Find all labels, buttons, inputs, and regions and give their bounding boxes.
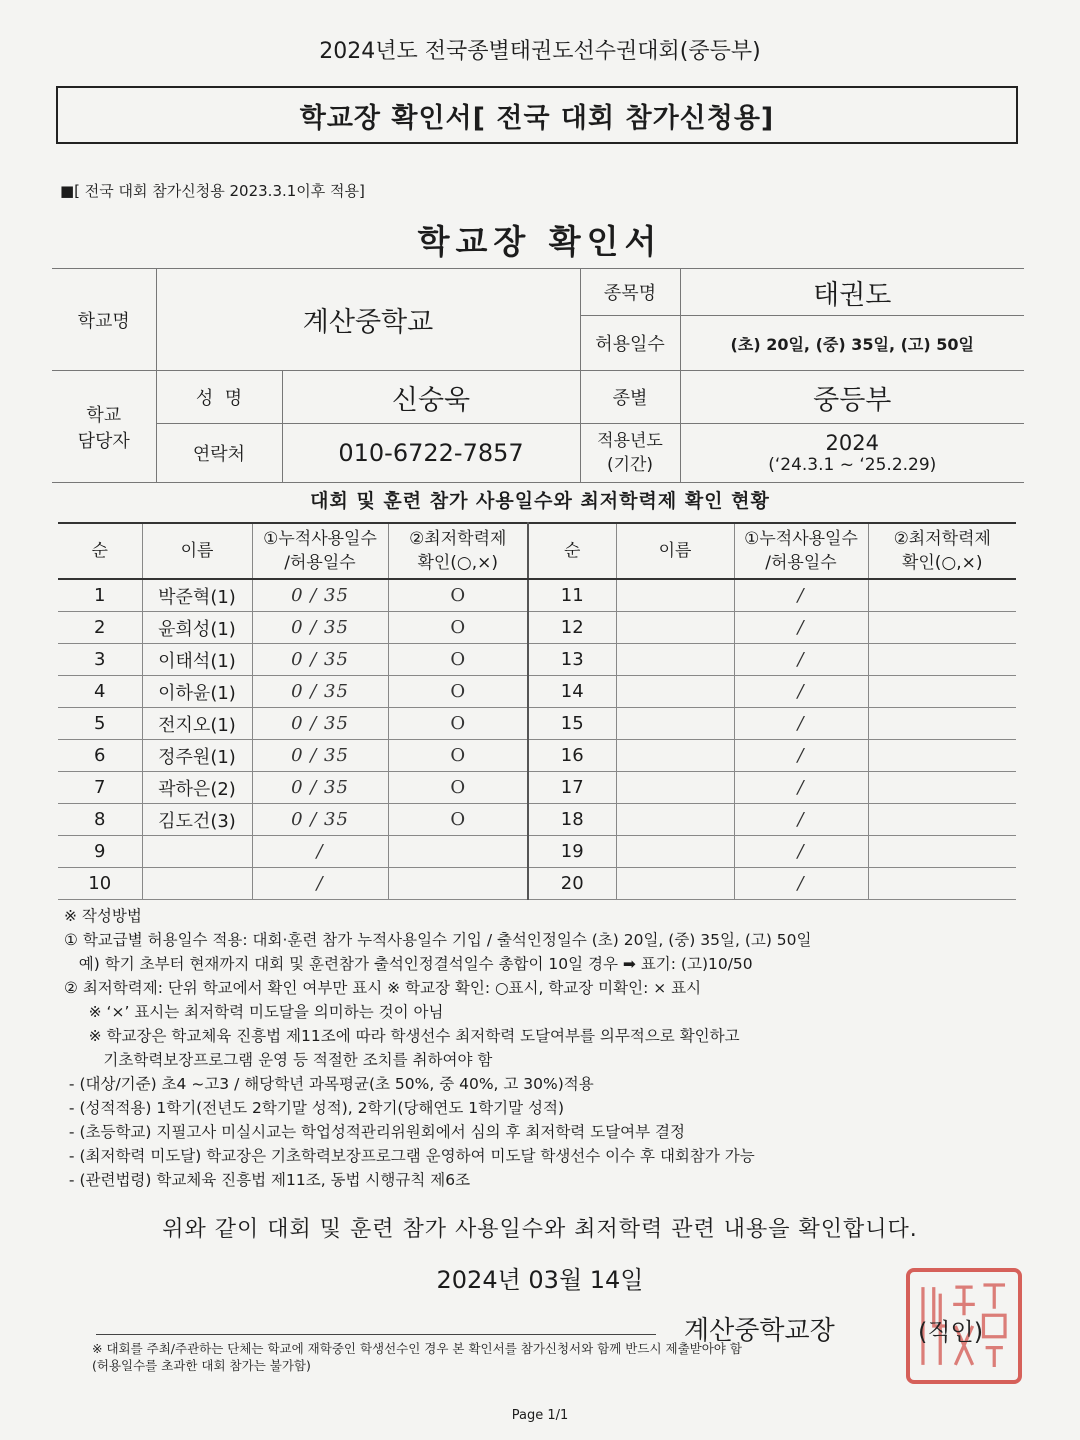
- row-no: 5: [58, 708, 142, 740]
- row-check-right: [868, 708, 1016, 740]
- row-days-right: /: [734, 644, 868, 676]
- school-name-value: 계산중학교: [156, 269, 580, 371]
- school-name-label: 학교명: [52, 269, 156, 371]
- header-no-right: 순: [528, 523, 616, 579]
- row-days-right: /: [734, 804, 868, 836]
- row-check: O: [388, 804, 528, 836]
- row-check: O: [388, 708, 528, 740]
- table-row: [58, 836, 1016, 868]
- year-label-line1: 적용년도: [597, 431, 663, 451]
- footnote-divider: [96, 1334, 656, 1335]
- row-days: /: [252, 868, 388, 900]
- row-no-right: 16: [528, 740, 616, 772]
- header-check-right-line2: 확인(○,×): [901, 553, 983, 573]
- footnote-line2: (허용일수를 초과한 대회 참가는 불가함): [92, 1358, 311, 1373]
- row-name-right: [616, 676, 734, 708]
- row-name-right: [616, 836, 734, 868]
- apply-note: ■[ 전국 대회 참가신청용 2023.3.1이후 적용]: [60, 182, 365, 200]
- row-no: 8: [58, 804, 142, 836]
- row-name-right: [616, 644, 734, 676]
- row-no-right: 20: [528, 868, 616, 900]
- contact-label: 연락처: [156, 424, 282, 483]
- header-check-line2: 확인(○,×): [417, 553, 499, 573]
- table-row: [58, 740, 1016, 772]
- manager-label-line1: 학교: [86, 404, 122, 426]
- sport-value: 태권도: [680, 269, 1024, 316]
- row-name: [142, 868, 252, 900]
- period-value: (‘24.3.1 ~ ‘25.2.29): [768, 455, 937, 475]
- row-days-right: /: [734, 612, 868, 644]
- row-no-right: 14: [528, 676, 616, 708]
- notes-line: ② 최저학력제: 단위 학교에서 확인 여부만 표시 ※ 학교장 확인: ○표시, 학교장 미확인: × 표시: [64, 979, 702, 997]
- notes-line: ※ ‘×’ 표시는 최저학력 미도달을 의미하는 것이 아님: [64, 1003, 444, 1021]
- row-check-right: [868, 772, 1016, 804]
- notes-line: ① 학교급별 허용일수 적용: 대회·훈련 참가 누적사용일수 기입 / 출석인정일수 (초) 20일, (중) 35일, (고) 50일: [64, 931, 812, 949]
- row-name-right: [616, 772, 734, 804]
- row-no: 3: [58, 644, 142, 676]
- row-name: 김도건(3): [142, 804, 252, 836]
- year-cell: [680, 424, 1024, 483]
- row-check: O: [388, 740, 528, 772]
- table-row: [58, 804, 1016, 836]
- row-check: [388, 868, 528, 900]
- header-days-line2: /허용일수: [284, 553, 356, 573]
- writing-instructions: [64, 904, 1024, 1192]
- row-check: O: [388, 644, 528, 676]
- row-days-right: /: [734, 676, 868, 708]
- header-days-right-line1: ①누적사용일수: [744, 529, 858, 549]
- row-no: 2: [58, 612, 142, 644]
- event-title: 2024년도 전국종별태권도선수권대회(중등부): [319, 39, 761, 64]
- header-days-line1: ①누적사용일수: [263, 529, 377, 549]
- table-row: [58, 612, 1016, 644]
- principal-title: 계산중학교장: [684, 1316, 835, 1346]
- contact-value: 010-6722-7857: [282, 424, 580, 483]
- header-check-right-line1: ②최저학력제: [893, 529, 991, 549]
- name-label: 성 명: [156, 371, 282, 424]
- header-name-right: 이름: [616, 523, 734, 579]
- row-no-right: 18: [528, 804, 616, 836]
- row-days: 0 / 35: [252, 676, 388, 708]
- section-title: 대회 및 훈련 참가 사용일수와 최저학력제 확인 현황: [310, 490, 770, 512]
- sport-label: 종목명: [580, 269, 680, 316]
- header-no: 순: [58, 523, 142, 579]
- document-title: 학교장 확인서: [417, 222, 663, 261]
- row-days-right: /: [734, 772, 868, 804]
- row-days-right: /: [734, 740, 868, 772]
- row-name-right: [616, 579, 734, 612]
- row-days: 0 / 35: [252, 772, 388, 804]
- header-check-right: [868, 523, 1016, 579]
- athlete-table: [58, 522, 1016, 900]
- row-name: 윤희성(1): [142, 612, 252, 644]
- row-days-right: /: [734, 868, 868, 900]
- row-no-right: 17: [528, 772, 616, 804]
- row-days: 0 / 35: [252, 708, 388, 740]
- row-check-right: [868, 676, 1016, 708]
- athlete-rows: [58, 579, 1016, 900]
- row-days: 0 / 35: [252, 740, 388, 772]
- row-no: 6: [58, 740, 142, 772]
- notes-line: - (초등학교) 지필고사 미실시교는 학업성적관리위원회에서 심의 후 최저학력 도달여부 결정: [64, 1123, 685, 1141]
- footnote: [92, 1340, 1022, 1374]
- row-check-right: [868, 836, 1016, 868]
- row-no-right: 11: [528, 579, 616, 612]
- notes-line: 예) 학기 초부터 현재까지 대회 및 훈련참가 출석인정결석일수 총합이 10일 경우 ➡ 표기: (고)10/50: [64, 955, 753, 973]
- year-value: 2024: [825, 431, 879, 455]
- row-check-right: [868, 579, 1016, 612]
- allowed-days-value: (초) 20일, (중) 35일, (고) 50일: [680, 316, 1024, 371]
- row-name-right: [616, 740, 734, 772]
- table-row: [58, 579, 1016, 612]
- row-name-right: [616, 708, 734, 740]
- row-name: 전지오(1): [142, 708, 252, 740]
- boxed-document-title: 학교장 확인서[ 전국 대회 참가신청용]: [56, 86, 1018, 144]
- year-label: [580, 424, 680, 483]
- division-value: 중등부: [680, 371, 1024, 424]
- row-name: 이하윤(1): [142, 676, 252, 708]
- notes-line: 기초학력보장프로그램 운영 등 적절한 조치를 취하여야 함: [64, 1051, 493, 1069]
- header-check: [388, 523, 528, 579]
- notes-line: - (최저학력 미도달) 학교장은 기초학력보장프로그램 운영하여 미도달 학생선수 이수 후 대회참가 가능: [64, 1147, 755, 1165]
- row-name-right: [616, 612, 734, 644]
- row-days: 0 / 35: [252, 579, 388, 612]
- manager-label: [52, 371, 156, 483]
- row-no-right: 15: [528, 708, 616, 740]
- footnote-line1: ※ 대회를 주최/주관하는 단체는 학교에 재학중인 학생선수인 경우 본 확인서를 참가신청서와 함께 반드시 제출받아야 함: [92, 1341, 742, 1356]
- row-no: 7: [58, 772, 142, 804]
- row-name: 곽하은(2): [142, 772, 252, 804]
- allowed-days-label: 허용일수: [580, 316, 680, 371]
- table-row: [58, 644, 1016, 676]
- row-no: 10: [58, 868, 142, 900]
- table-row: [58, 708, 1016, 740]
- header-name: 이름: [142, 523, 252, 579]
- confirmation-statement: 위와 같이 대회 및 훈련 참가 사용일수와 최저학력 관련 내용을 확인합니다.: [162, 1217, 918, 1242]
- row-days-right: /: [734, 708, 868, 740]
- manager-label-line2: 담당자: [77, 430, 130, 452]
- table-row: [58, 676, 1016, 708]
- row-no-right: 13: [528, 644, 616, 676]
- row-days: /: [252, 836, 388, 868]
- header-days-right-line2: /허용일수: [765, 553, 837, 573]
- row-check: O: [388, 612, 528, 644]
- row-name: 박준혁(1): [142, 579, 252, 612]
- page-number: Page 1/1: [511, 1408, 569, 1423]
- division-label: 종별: [580, 371, 680, 424]
- notes-line: - (대상/기준) 초4 ~고3 / 해당학년 과목평균(초 50%, 중 40%, 고 30%)적용: [64, 1075, 594, 1093]
- row-check-right: [868, 612, 1016, 644]
- header-check-line1: ②최저학력제: [409, 529, 507, 549]
- row-check: [388, 836, 528, 868]
- row-name: 정주원(1): [142, 740, 252, 772]
- school-info-table: [52, 268, 1024, 483]
- row-days-right: /: [734, 579, 868, 612]
- row-check: O: [388, 579, 528, 612]
- manager-name-value: 신숭욱: [282, 371, 580, 424]
- issue-date: 2024년 03월 14일: [436, 1266, 644, 1294]
- header-days-right: [734, 523, 868, 579]
- table-row: [58, 772, 1016, 804]
- row-days: 0 / 35: [252, 804, 388, 836]
- row-no-right: 19: [528, 836, 616, 868]
- row-no: 4: [58, 676, 142, 708]
- table-row: [58, 868, 1016, 900]
- row-name-right: [616, 804, 734, 836]
- row-no-right: 12: [528, 612, 616, 644]
- row-name-right: [616, 868, 734, 900]
- row-name: 이태석(1): [142, 644, 252, 676]
- notes-line: - (성적적용) 1학기(전년도 2학기말 성적), 2학기(당해연도 1학기말 성적): [64, 1099, 564, 1117]
- row-check-right: [868, 804, 1016, 836]
- row-check-right: [868, 868, 1016, 900]
- row-days-right: /: [734, 836, 868, 868]
- row-no: 1: [58, 579, 142, 612]
- year-label-line2: (기간): [606, 455, 654, 475]
- notes-line: ※ 학교장은 학교체육 진흥법 제11조에 따라 학생선수 최저학력 도달여부를 의무적으로 확인하고: [64, 1027, 740, 1045]
- row-days: 0 / 35: [252, 612, 388, 644]
- notes-line: - (관련법령) 학교체육 진흥법 제11조, 동법 시행규칙 제6조: [64, 1171, 471, 1189]
- notes-line: ※ 작성방법: [64, 907, 142, 925]
- header-days: [252, 523, 388, 579]
- row-check: O: [388, 772, 528, 804]
- seal-label: (직인): [918, 1318, 984, 1346]
- row-days: 0 / 35: [252, 644, 388, 676]
- row-check: O: [388, 676, 528, 708]
- row-check-right: [868, 740, 1016, 772]
- row-no: 9: [58, 836, 142, 868]
- row-check-right: [868, 644, 1016, 676]
- row-name: [142, 836, 252, 868]
